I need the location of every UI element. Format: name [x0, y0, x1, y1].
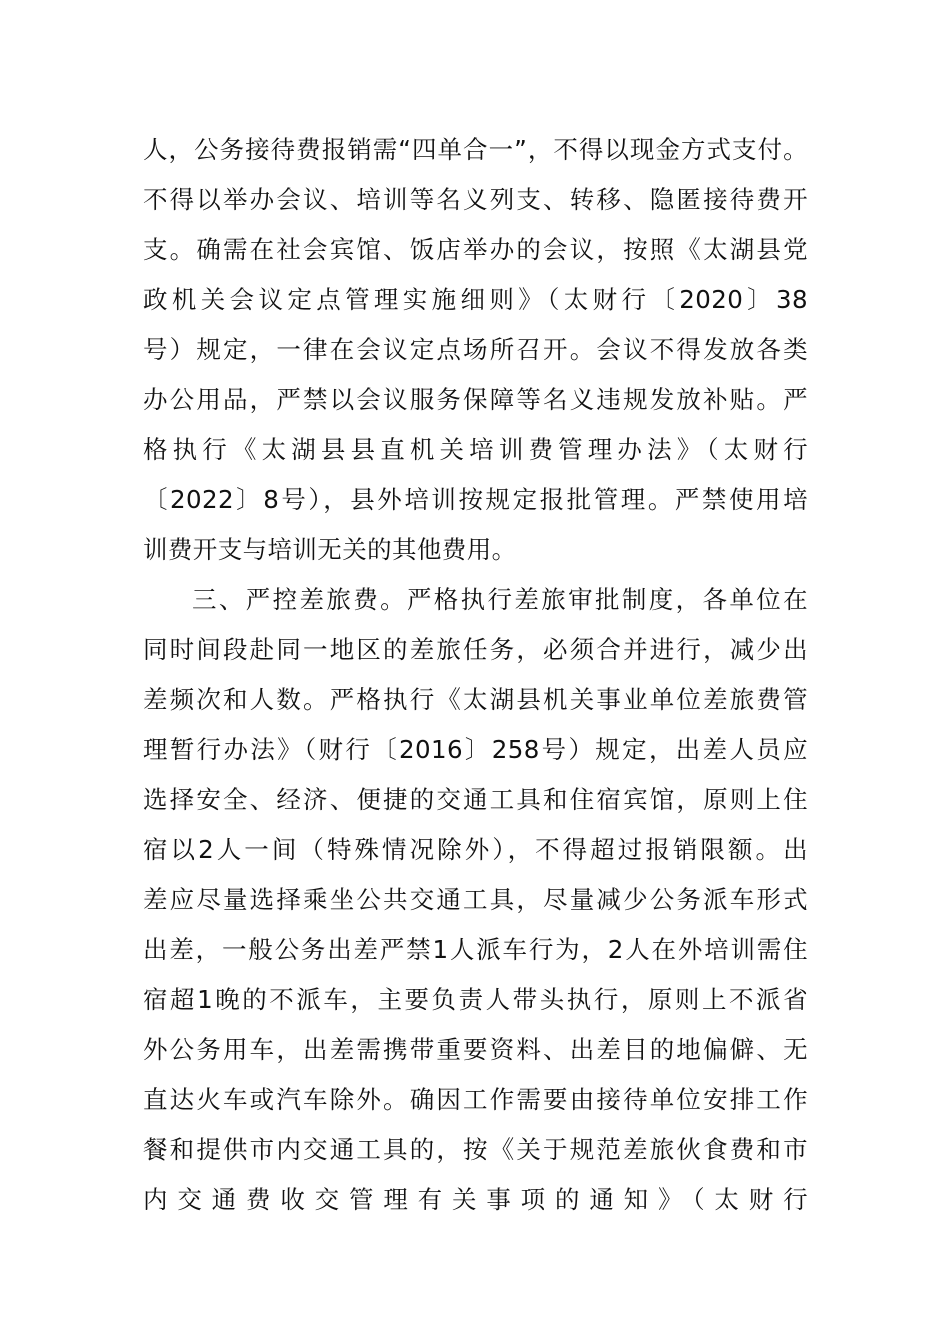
text-line: 外公务用车，出差需携带重要资料、出差目的地偏僻、无: [143, 1035, 808, 1064]
text-line: 餐和提供市内交通工具的，按《关于规范差旅伙食费和市: [143, 1135, 808, 1164]
text-line: 训费开支与培训无关的其他费用。: [143, 535, 517, 564]
text-line: 差应尽量选择乘坐公共交通工具，尽量减少公务派车形式: [143, 885, 808, 914]
text-line: 〔2022〕8号），县外培训按规定报批管理。严禁使用培: [143, 485, 808, 514]
text-line: 政机关会议定点管理实施细则》（太财行〔2020〕38: [143, 285, 808, 314]
text-line: 选择安全、经济、便捷的交通工具和住宿宾馆，原则上住: [143, 785, 808, 814]
text-line: 内交通费收交管理有关事项的通知》（太财行: [143, 1185, 808, 1214]
text-line: 差频次和人数。严格执行《太湖县机关事业单位差旅费管: [143, 685, 808, 714]
text-line: 格执行《太湖县县直机关培训费管理办法》（太财行: [143, 435, 808, 464]
text-line: 人，公务接待费报销需“四单合一”，不得以现金方式支付。: [143, 135, 808, 164]
text-line: 不得以举办会议、培训等名义列支、转移、隐匿接待费开: [143, 185, 808, 214]
text-line: 号）规定，一律在会议定点场所召开。会议不得发放各类: [143, 335, 808, 364]
body-text: [143, 125, 808, 1225]
text-line: 办公用品，严禁以会议服务保障等名义违规发放补贴。严: [143, 385, 808, 414]
text-line: 宿超1晚的不派车，主要负责人带头执行，原则上不派省: [143, 985, 808, 1014]
text-line: 支。确需在社会宾馆、饭店举办的会议，按照《太湖县党: [143, 235, 808, 264]
section-heading-line: 三、严控差旅费。严格执行差旅审批制度，各单位在: [192, 585, 808, 614]
text-line: 直达火车或汽车除外。确因工作需要由接待单位安排工作: [143, 1085, 808, 1114]
text-line: 理暂行办法》（财行〔2016〕258号）规定，出差人员应: [143, 735, 808, 764]
text-line: 出差，一般公务出差严禁1人派车行为，2人在外培训需住: [143, 935, 808, 964]
text-line: 宿以2人一间（特殊情况除外），不得超过报销限额。出: [143, 835, 808, 864]
text-line: 同时间段赴同一地区的差旅任务，必须合并进行，减少出: [143, 635, 808, 664]
